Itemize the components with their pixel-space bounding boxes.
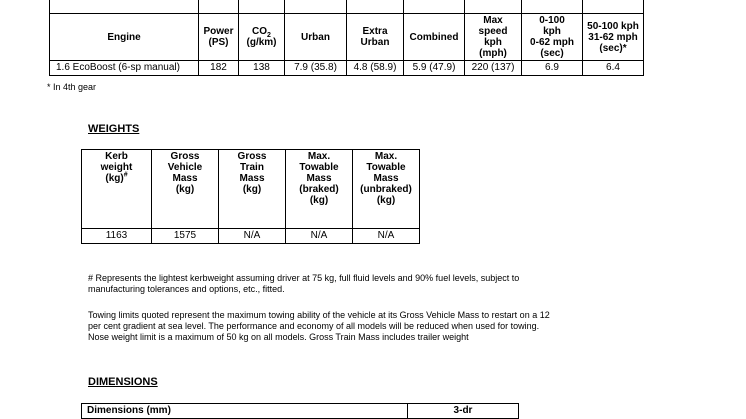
- performance-footnote: * In 4th gear: [47, 82, 97, 92]
- kerb-weight-value: 1163: [82, 229, 152, 244]
- co2-value: 138: [239, 61, 285, 76]
- perf-top-cell: [404, 0, 465, 14]
- header-towable-braked: Max. Towable Mass (braked) (kg): [286, 150, 353, 229]
- max-speed-value: 220 (137): [465, 61, 522, 76]
- header-in-gear: 50-100 kph 31-62 mph (sec)*: [583, 14, 644, 61]
- header-urban: Urban: [285, 14, 347, 61]
- dimensions-header-row: [82, 404, 519, 419]
- towing-note-line: Towing limits quoted represent the maximum towing ability of the vehicle at its Gross Vehicle Mass to restart on a 12: [88, 310, 550, 320]
- perf-top-cell: [285, 0, 347, 14]
- dimensions-heading: DIMENSIONS: [88, 376, 158, 388]
- weights-heading: WEIGHTS: [88, 123, 140, 135]
- in-gear-value: 6.4: [583, 61, 644, 76]
- engine-value: 1.6 EcoBoost (6-sp manual): [50, 61, 199, 76]
- header-max-speed: Max speed kph (mph): [465, 14, 522, 61]
- perf-top-cell: [50, 0, 199, 14]
- perf-top-cell: [239, 0, 285, 14]
- header-dimensions: Dimensions (mm): [82, 404, 408, 419]
- kerb-note-line: manufacturing tolerances and options, etc., fitted.: [88, 284, 285, 294]
- header-combined: Combined: [404, 14, 465, 61]
- perf-top-cell: [465, 0, 522, 14]
- header-gross-vehicle-mass: Gross Vehicle Mass (kg): [152, 150, 219, 229]
- header-extra-urban: Extra Urban: [347, 14, 404, 61]
- gross-vehicle-mass-value: 1575: [152, 229, 219, 244]
- extra-urban-value: 4.8 (58.9): [347, 61, 404, 76]
- kerb-note-line: # Represents the lightest kerbweight assuming driver at 75 kg, full fluid levels and 90% fuel levels, subject to: [88, 273, 520, 283]
- power-value: 182: [199, 61, 239, 76]
- towable-braked-value: N/A: [286, 229, 353, 244]
- performance-table-top-row: [50, 0, 644, 14]
- weights-table: [81, 149, 420, 244]
- towing-note: [88, 310, 678, 343]
- combined-value: 5.9 (47.9): [404, 61, 465, 76]
- performance-table-header-row: [50, 14, 644, 61]
- perf-top-cell: [583, 0, 644, 14]
- header-co2: $CO_2$ (g/km): [239, 14, 285, 61]
- header-acceleration: 0-100 kph 0-62 mph (sec): [522, 14, 583, 61]
- towable-unbraked-value: N/A: [353, 229, 420, 244]
- header-3dr: 3-dr: [408, 404, 519, 419]
- gross-train-mass-value: N/A: [219, 229, 286, 244]
- weights-header-row: [82, 150, 420, 229]
- header-engine: Engine: [50, 14, 199, 61]
- header-power: Power (PS): [199, 14, 239, 61]
- acceleration-value: 6.9: [522, 61, 583, 76]
- perf-top-cell: [522, 0, 583, 14]
- perf-top-cell: [199, 0, 239, 14]
- kerb-weight-note: [88, 273, 678, 295]
- performance-table: [49, 0, 644, 76]
- dimensions-table: [81, 403, 519, 419]
- towing-note-line: per cent gradient at sea level. The performance and economy of all models will be reduced when used for towing.: [88, 321, 540, 331]
- urban-value: 7.9 (35.8): [285, 61, 347, 76]
- table-row: [82, 229, 420, 244]
- towing-note-line: Nose weight limit is a maximum of 50 kg on all models. Gross Train Mass includes trailer weight: [88, 332, 469, 342]
- header-kerb-weight: Kerb weight (kg)#: [82, 150, 152, 229]
- table-row: [50, 61, 644, 76]
- perf-top-cell: [347, 0, 404, 14]
- header-towable-unbraked: Max. Towable Mass (unbraked) (kg): [353, 150, 420, 229]
- header-gross-train-mass: Gross Train Mass (kg): [219, 150, 286, 229]
